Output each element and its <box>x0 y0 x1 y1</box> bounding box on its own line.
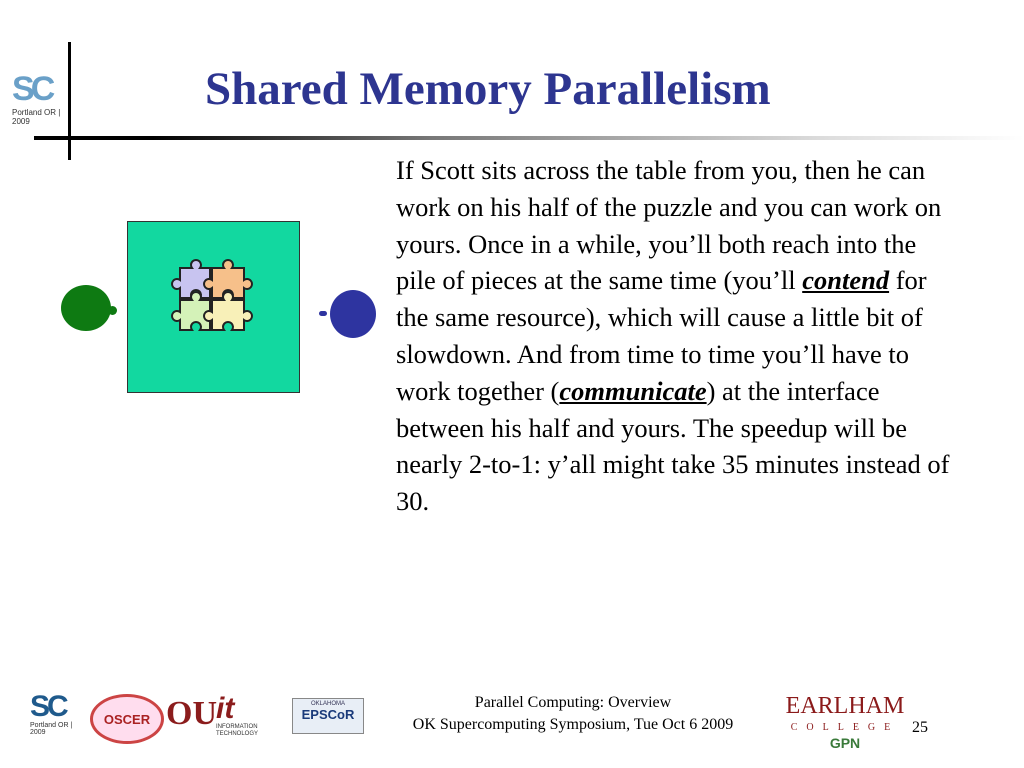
earlham-logo <box>784 694 906 751</box>
hand-right-icon <box>319 311 327 316</box>
footer-ou-logo: OU <box>166 695 217 732</box>
slide-body-text <box>396 152 956 520</box>
sc-logo-mark-c: C <box>30 70 52 108</box>
footer-oscer-logo: OSCER <box>90 694 164 744</box>
hand-left-icon <box>108 306 117 315</box>
gpn-logo: GPN <box>829 735 861 751</box>
footer-epscor-logo: OKLAHOMA EPSCoR <box>292 698 364 734</box>
footer-line-1: Parallel Computing: Overview <box>474 694 672 711</box>
sc-logo <box>12 70 68 126</box>
person-left-icon <box>61 285 111 331</box>
earlham-college: COLLEGE <box>790 722 900 733</box>
puzzle-pieces-icon <box>168 254 256 338</box>
header-horizontal-rule <box>34 136 1024 140</box>
person-right-icon <box>330 290 376 338</box>
footer-sc-logo: SC Portland OR | 2009 <box>30 690 73 736</box>
footer-it-logo: it INFORMATION TECHNOLOGY <box>216 692 259 737</box>
footer-logo-strip <box>20 688 365 748</box>
footer-caption <box>368 692 778 736</box>
header-vertical-rule <box>68 42 71 160</box>
body-text-part1: If Scott sits across the table from you, then he can work on his half of the puzzle and you can work on yours. Once in a while, you’ll both reach into the pile of pieces at the same time (you’ll <box>396 155 942 296</box>
page-number: 25 <box>912 719 928 736</box>
body-text-part3: ) at the interface between his half and yours. The speedup will be nearly 2-to-1: y’all might take 35 minutes instead of 30. <box>396 375 950 517</box>
sc-logo-subtext: Portland OR | 2009 <box>12 108 61 126</box>
slide-title: Shared Memory Parallelism <box>205 63 771 115</box>
earlham-name: EARLHAM <box>785 693 905 719</box>
sc-logo-mark-s: S <box>12 70 31 108</box>
body-text-part2: for the same resource), which will cause a little bit of slowdown. And from time to time you’ll have to work together ( <box>396 265 927 406</box>
body-term-communicate: communicate <box>559 375 707 406</box>
footer-line-2: OK Supercomputing Symposium, Tue Oct 6 2009 <box>412 716 734 733</box>
body-term-contend: contend <box>802 265 890 296</box>
